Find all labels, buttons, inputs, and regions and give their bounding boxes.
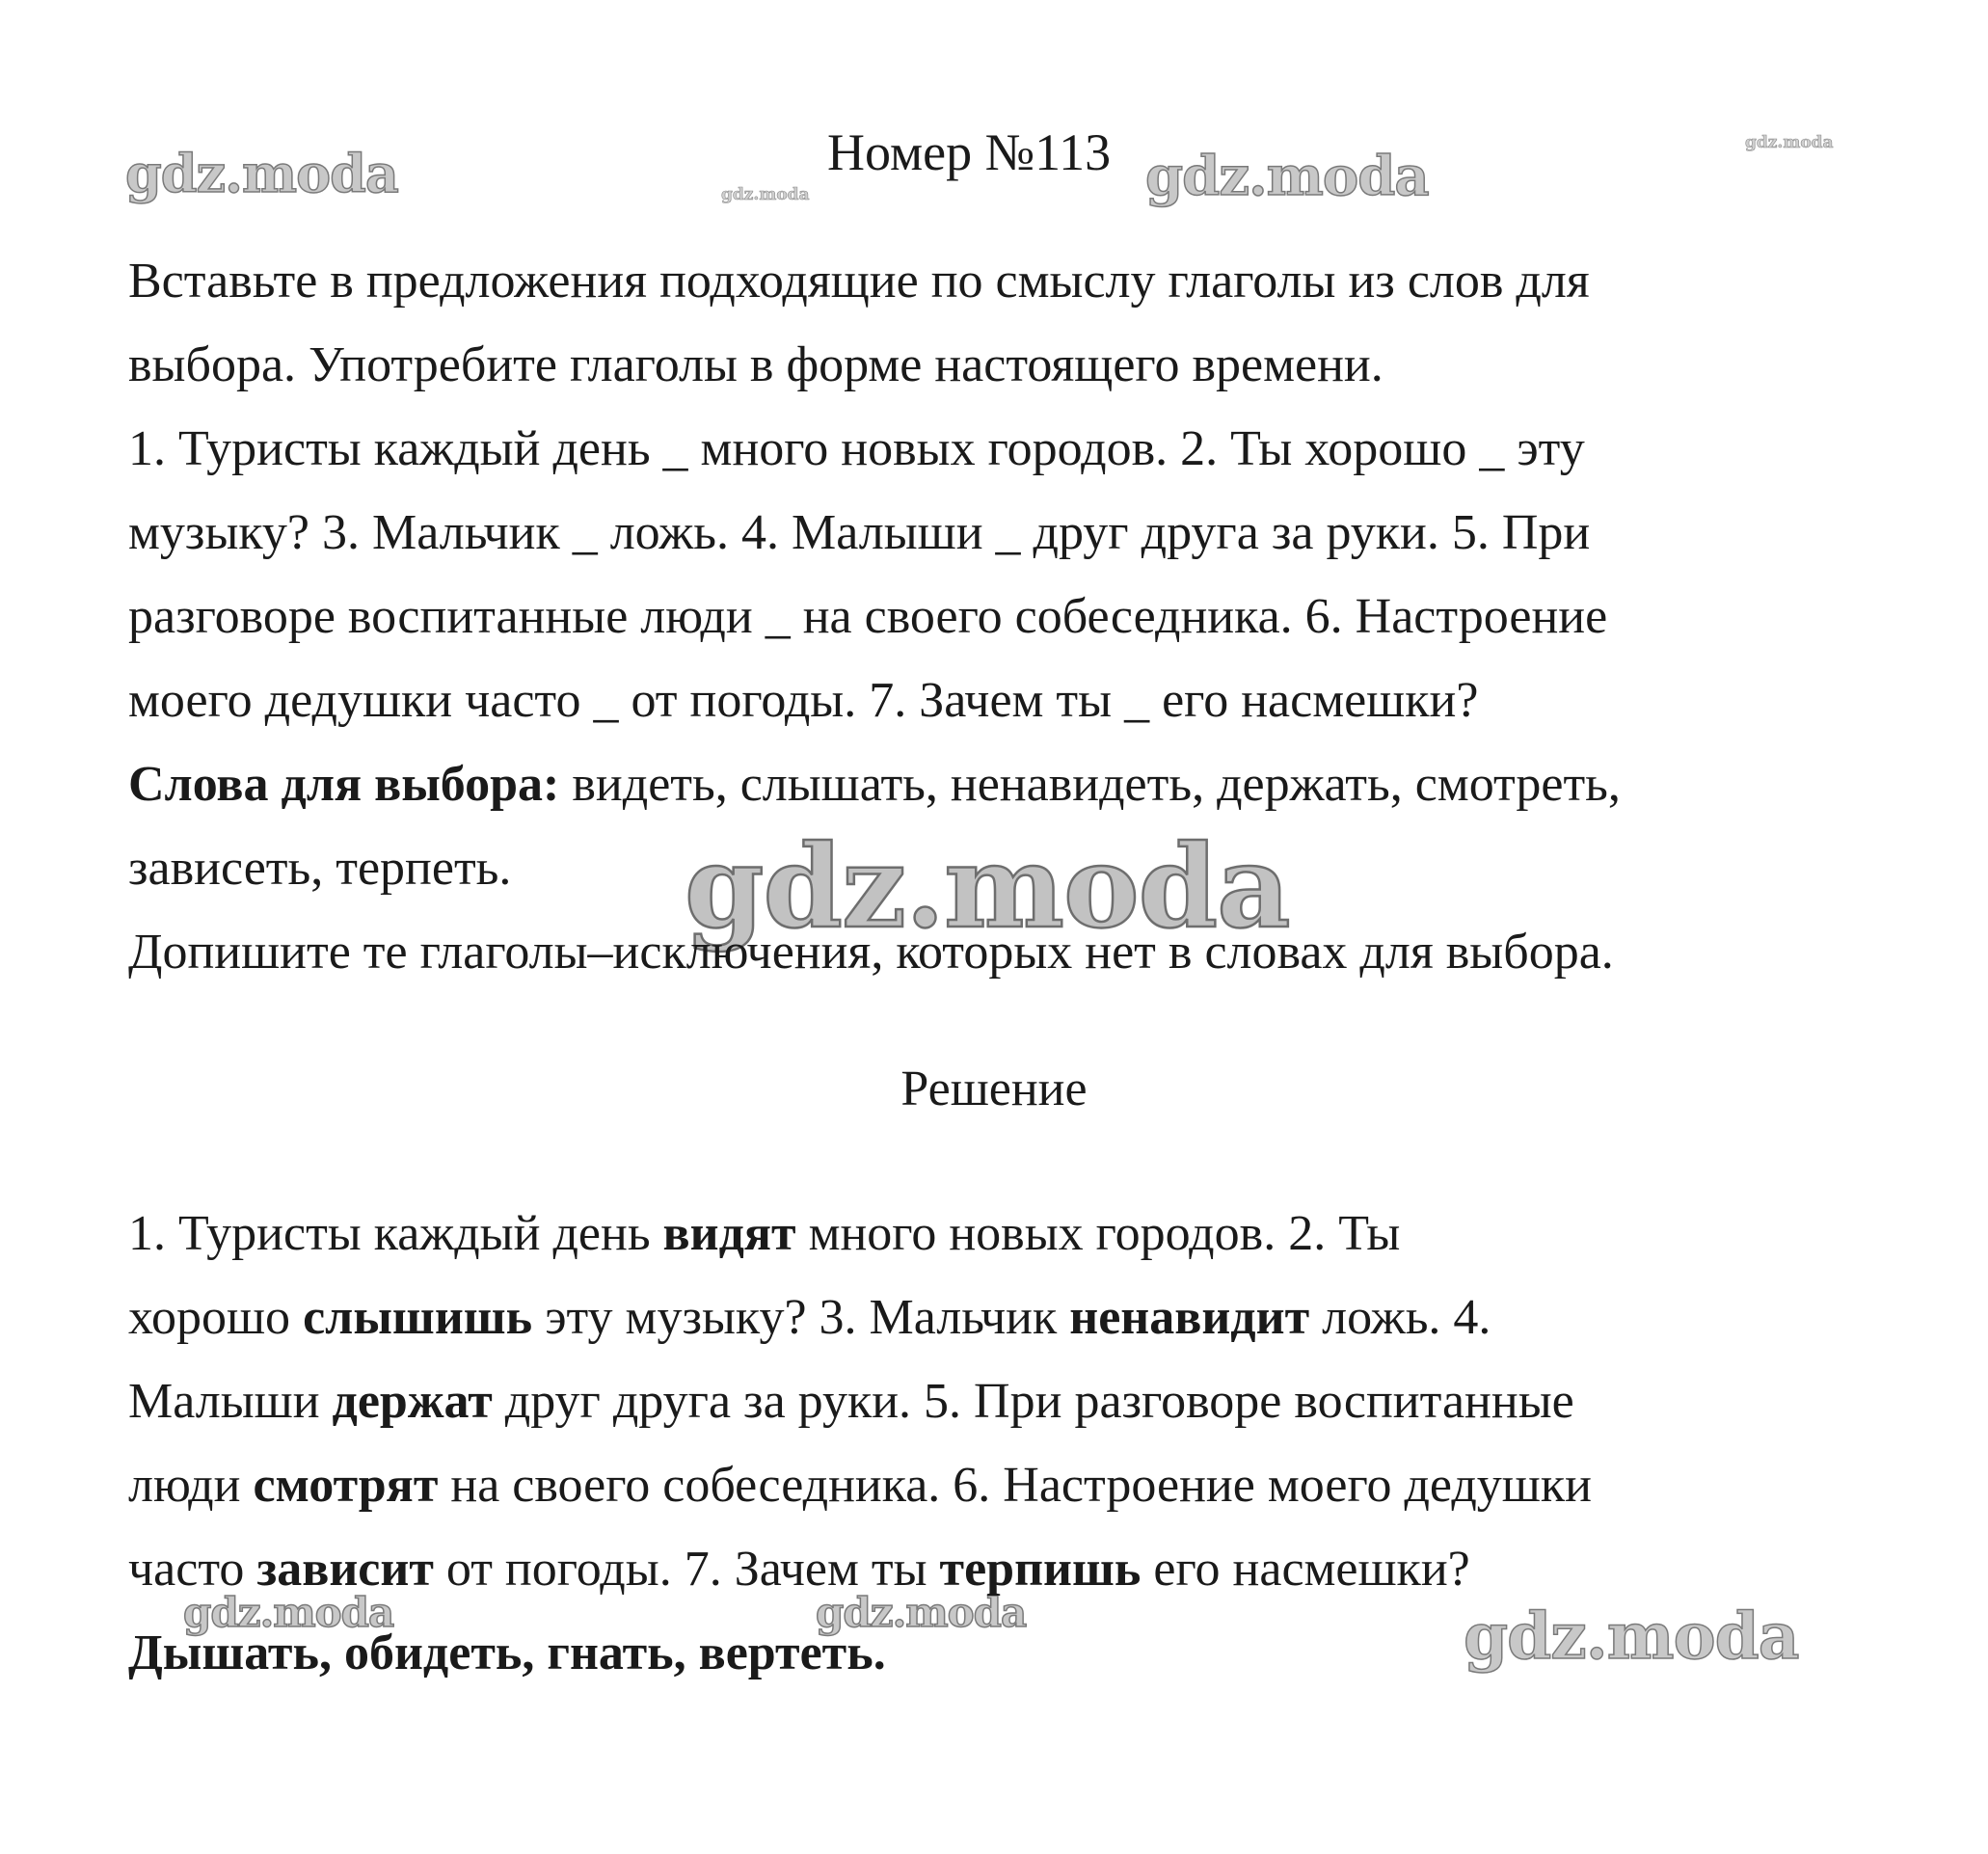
watermark: gdz.moda [1145,145,1429,208]
solution-exceptions: Дышать, обидеть, гнать, вертеть. [128,1626,886,1680]
watermark: gdz.moda [1464,1599,1799,1674]
solution-line: Малыши держат друг друга за руки. 5. При разговоре воспитанные [128,1374,1574,1429]
watermark: gdz.moda [685,820,1290,954]
task-line: разговоре воспитанные люди _ на своего собеседника. 6. Настроение [128,589,1608,644]
task-line: Допишите те глаголы–исключения, которых нет в словах для выбора. [128,925,1614,980]
task-line: музыку? 3. Мальчик _ ложь. 4. Малыши _ друг друга за руки. 5. При [128,505,1591,560]
task-line: Вставьте в предложения подходящие по смыслу глаголы из слов для [128,254,1590,309]
task-line: зависеть, терпеть. [128,841,512,896]
solution-line: 1. Туристы каждый день видят много новых городов. 2. Ты [128,1206,1401,1261]
choices-label: Слова для выбора: [128,757,560,812]
watermark: gdz.moda [1745,133,1834,152]
solution-line: хорошо слышишь эту музыку? 3. Мальчик ненавидит ложь. 4. [128,1290,1491,1345]
task-line-choices: Слова для выбора: видеть, слышать, ненавидеть, держать, смотреть, [128,757,1621,812]
watermark: gdz.moda [816,1589,1027,1636]
watermark: gdz.moda [183,1589,394,1636]
watermark: gdz.moda [125,143,398,204]
watermark: gdz.moda [721,185,810,204]
solution-heading: Решение [900,1061,1088,1116]
task-line: 1. Туристы каждый день _ много новых городов. 2. Ты хорошо _ эту [128,421,1585,476]
task-line: выбора. Употребите глаголы в форме настоящего времени. [128,337,1384,392]
task-line: моего дедушки часто _ от погоды. 7. Зачем ты _ его насмешки? [128,673,1479,728]
solution-line: часто зависит от погоды. 7. Зачем ты терпишь его насмешки? [128,1542,1470,1597]
solution-line: люди смотрят на своего собеседника. 6. Настроение моего дедушки [128,1458,1592,1513]
page-title: Номер №113 [827,123,1112,181]
